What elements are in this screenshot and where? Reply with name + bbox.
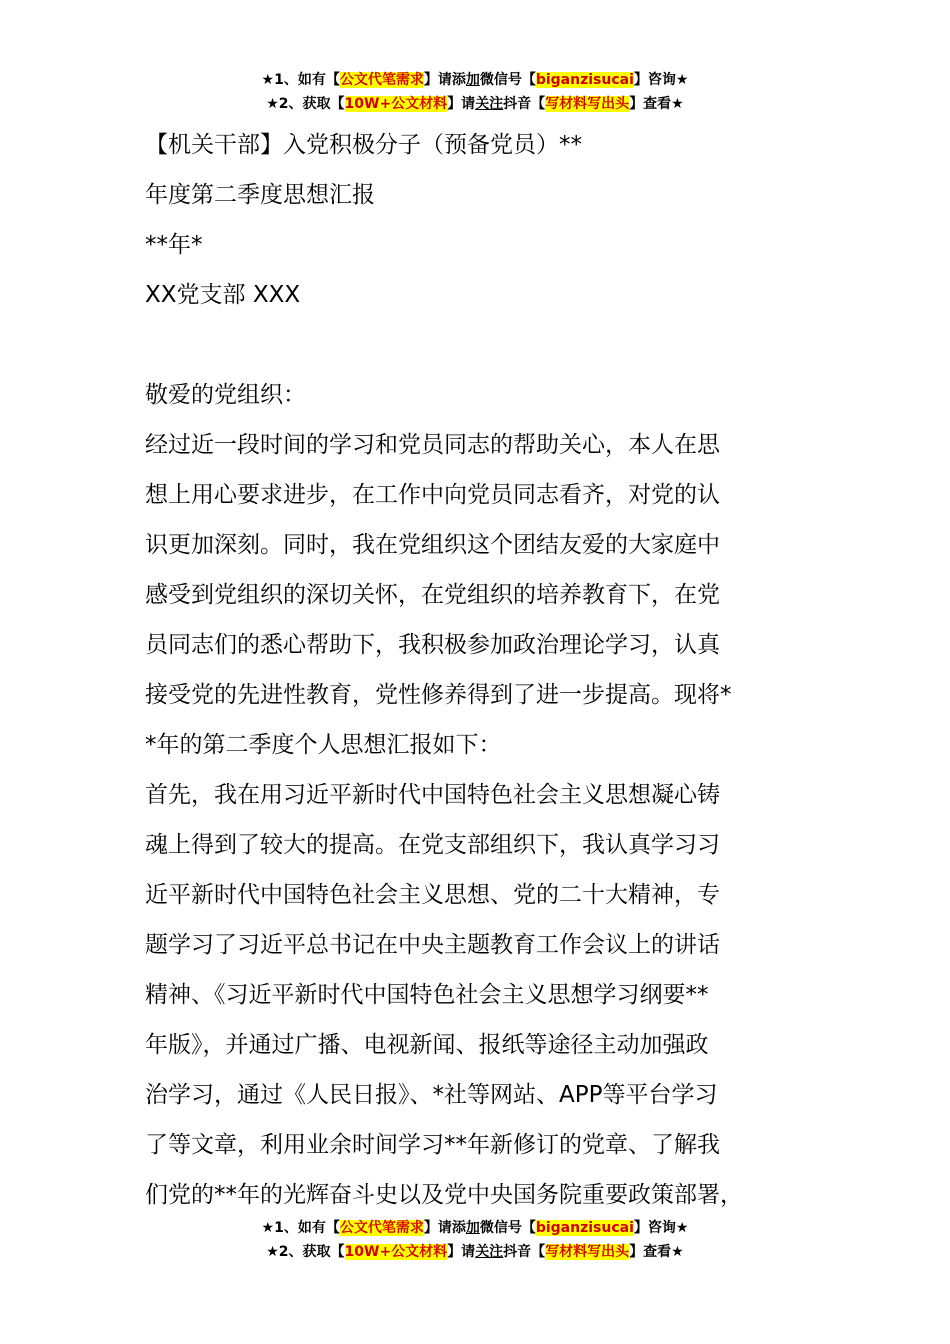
banner-highlight: 10W+公文材料	[344, 1244, 448, 1260]
banner-text: 】请	[447, 1244, 476, 1260]
paragraph-line: 员同志们的悉心帮助下，我积极参加政治理论学习，认真	[145, 632, 720, 658]
paragraph-line: 治学习，通过《人民日报》、*社等网站、APP等平台学习	[145, 1082, 718, 1108]
banner-text: 抖音【	[503, 96, 546, 112]
paragraph-line: 经过近一段时间的学习和党员同志的帮助关心，本人在思	[145, 432, 720, 458]
banner-highlight: 公文代笔需求	[339, 72, 424, 88]
banner-line-1	[0, 1216, 950, 1240]
banner-text: 】请添	[423, 1220, 466, 1236]
paragraph-line: 近平新时代中国特色社会主义思想、党的二十大精神，专	[145, 882, 720, 908]
banner-text: ★2、获取【	[266, 96, 345, 112]
top-banner	[0, 68, 950, 116]
paragraph-line: *年的第二季度个人思想汇报如下：	[145, 732, 502, 758]
banner-line-2	[0, 92, 950, 116]
document-title-line-2: 年度第二季度思想汇报	[145, 182, 375, 208]
document-title-line-1: 【机关干部】入党积极分子（预备党员）**	[145, 132, 582, 158]
paragraph-line: 精神、《习近平新时代中国特色社会主义思想学习纲要**	[145, 982, 709, 1008]
banner-line-2	[0, 1240, 950, 1264]
paragraph-line: 们党的**年的光辉奋斗史以及党中央国务院重要政策部署，	[145, 1182, 743, 1208]
paragraph-line: 年版》，并通过广播、电视新闻、报纸等途径主动加强政	[145, 1032, 709, 1058]
banner-highlight: biganzisucai	[535, 1220, 634, 1236]
paragraph-line: 魂上得到了较大的提高。在党支部组织下，我认真学习习	[145, 832, 720, 858]
paragraph-line: 首先，我在用习近平新时代中国特色社会主义思想凝心铸	[145, 782, 720, 808]
banner-text: ★2、获取【	[266, 1244, 345, 1260]
banner-text: 抖音【	[503, 1244, 546, 1260]
bottom-banner	[0, 1216, 950, 1264]
banner-underlined: 关注	[475, 1244, 504, 1260]
banner-text: 】请	[447, 96, 476, 112]
salutation: 敬爱的党组织：	[145, 382, 306, 408]
paragraph-2	[145, 770, 815, 1220]
banner-underlined: 关注	[475, 96, 504, 112]
banner-text: 】咨询★	[633, 1220, 689, 1236]
banner-text: 】查看★	[629, 1244, 684, 1260]
paragraph-line: 感受到党组织的深切关怀，在党组织的培养教育下，在党	[145, 582, 720, 608]
document-date: **年*	[145, 232, 203, 258]
banner-text: 微信号【	[479, 1220, 536, 1236]
banner-text: ★1、如有【	[261, 1220, 340, 1236]
spacer	[145, 320, 815, 370]
banner-highlight: biganzisucai	[535, 72, 634, 88]
banner-highlight: 写材料写出头	[545, 96, 630, 112]
paragraph-line: 接受党的先进性教育，党性修养得到了进一步提高。现将*	[145, 682, 732, 708]
banner-text: ★1、如有【	[261, 72, 340, 88]
paragraph-line: 题学习了习近平总书记在中央主题教育工作会议上的讲话	[145, 932, 720, 958]
paragraph-line: 想上用心要求进步，在工作中向党员同志看齐，对党的认	[145, 482, 720, 508]
banner-text: 】请添	[423, 72, 466, 88]
banner-highlight: 写材料写出头	[545, 1244, 630, 1260]
banner-underlined: 加	[465, 72, 480, 88]
banner-text: 】查看★	[629, 96, 684, 112]
banner-line-1	[0, 68, 950, 92]
banner-highlight: 公文代笔需求	[339, 1220, 424, 1236]
document-body	[145, 120, 815, 1220]
banner-text: 微信号【	[479, 72, 536, 88]
paragraph-line: 了等文章，利用业余时间学习**年新修订的党章、了解我	[145, 1132, 720, 1158]
document-author: XX党支部 XXX	[145, 282, 301, 308]
banner-highlight: 10W+公文材料	[344, 96, 448, 112]
banner-text: 】咨询★	[633, 72, 689, 88]
banner-underlined: 加	[465, 1220, 480, 1236]
paragraph-1	[145, 420, 815, 770]
paragraph-line: 识更加深刻。同时，我在党组织这个团结友爱的大家庭中	[145, 532, 720, 558]
